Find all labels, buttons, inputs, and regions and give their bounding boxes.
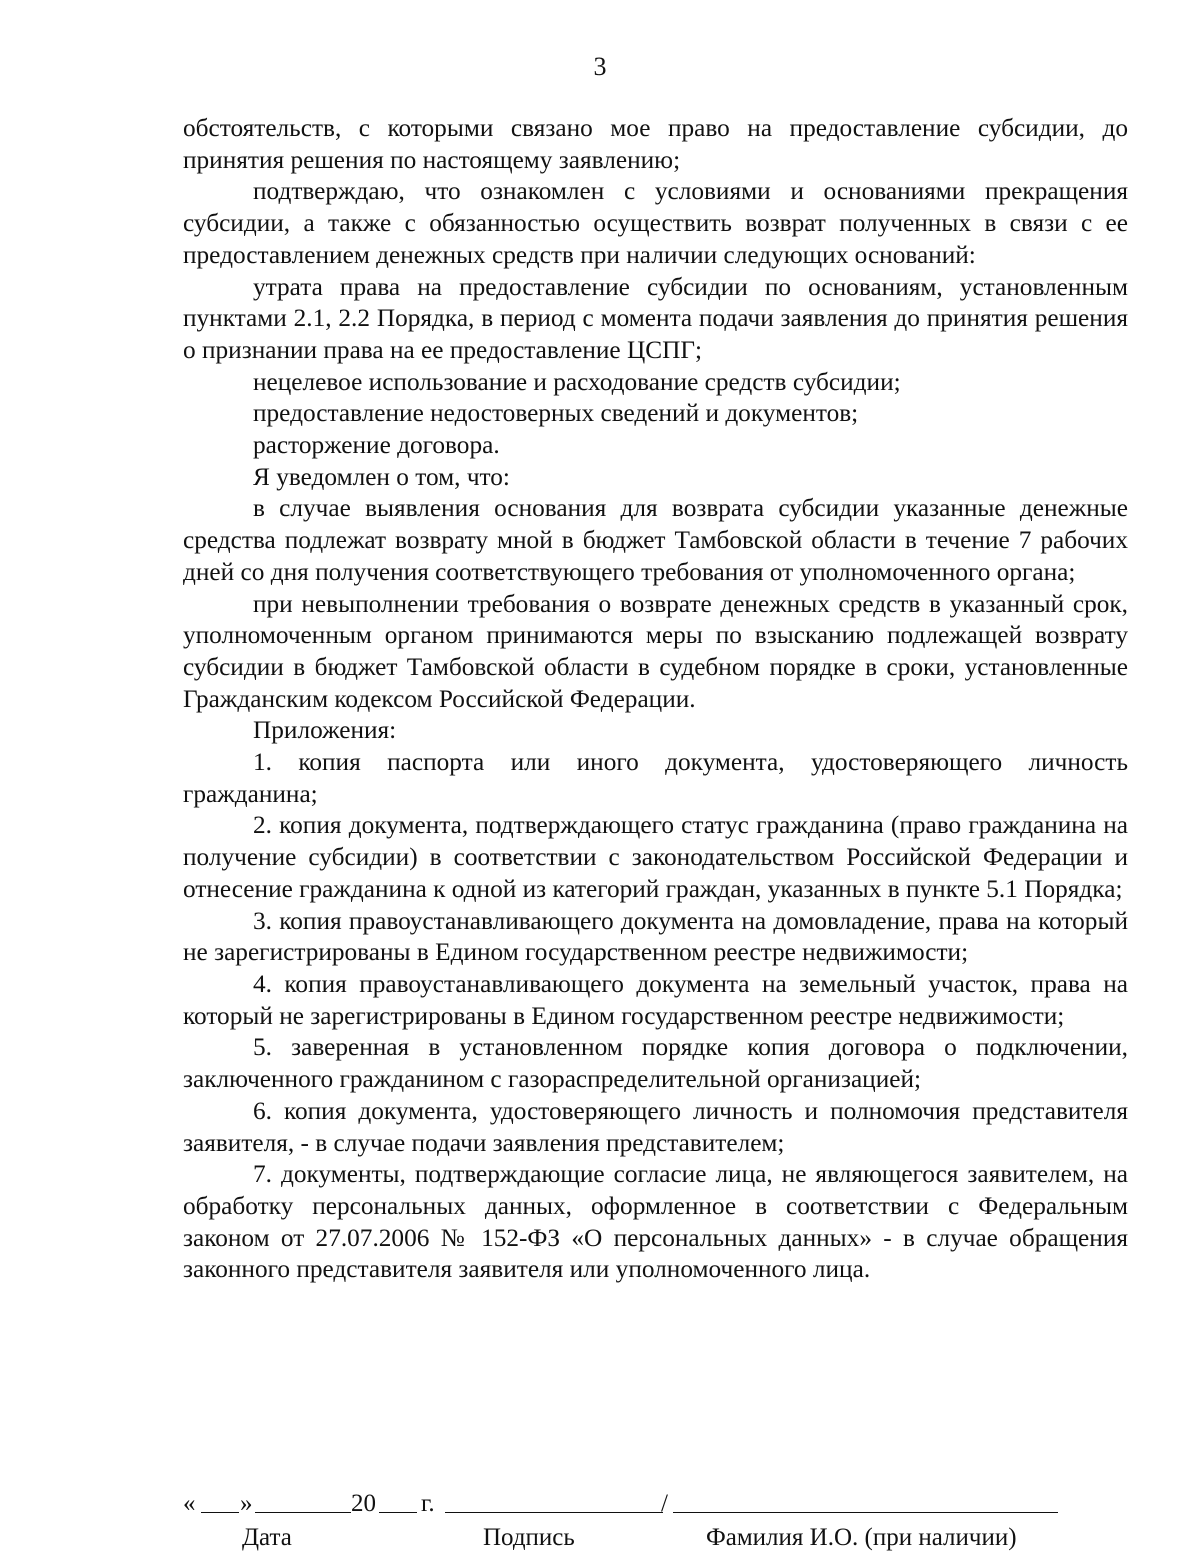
paragraph-5: предоставление недостоверных сведений и документов;: [253, 399, 859, 428]
signature-label: Подпись: [483, 1524, 575, 1551]
year-suffix: г.: [421, 1490, 435, 1517]
attachment-item-7: 7. документы, подтверждающие согласие лица, не являющегося заявителем, на обработку персональных данных, оформленное в соответствии с Федеральным законом от 27.07.2006 № 152-ФЗ «О персональных данных» - в случае обращения законного представителя заявителя или уполномоченного лица.: [183, 1160, 1128, 1284]
document-body: [183, 113, 1128, 1286]
page-number: 3: [593, 52, 607, 81]
signature-blank[interactable]: [445, 1512, 663, 1513]
year-prefix: 20: [351, 1490, 376, 1517]
attachment-item-4: 4. копия правоустанавливающего документа на земельный участок, права на который не зарегистрированы в Едином государственном реестре недвижимости;: [183, 969, 1128, 1030]
attachment-item-6: 6. копия документа, удостоверяющего личность и полномочия представителя заявителя, - в случае подачи заявления представителем;: [183, 1096, 1128, 1157]
paragraph-3: утрата права на предоставление субсидии по основаниям, установленным пунктами 2.1, 2.2 Порядка, в период с момента подачи заявления до принятия решения о признании права на ее предоставление ЦСПГ;: [183, 272, 1128, 364]
signature-labels: [0, 1524, 1200, 1560]
month-blank[interactable]: [255, 1512, 351, 1513]
signature-separator: /: [661, 1490, 668, 1517]
paragraph-2: подтверждаю, что ознакомлен с условиями и основаниями прекращения субсидии, а также с обязанностью осуществить возврат полученных в связи с ее предоставлением денежных средств при наличии следующих оснований:: [183, 177, 1128, 269]
name-label: Фамилия И.О. (при наличии): [706, 1524, 1017, 1551]
attachment-item-1: 1. копия паспорта или иного документа, удостоверяющего личность гражданина;: [183, 748, 1128, 808]
date-open-quote: «: [183, 1490, 196, 1517]
attachment-item-5: 5. заверенная в установленном порядке копия договора о подключении, заключенного гражданином с газораспределительной организацией;: [183, 1033, 1128, 1094]
paragraph-6: расторжение договора.: [253, 431, 500, 460]
attachment-item-3: 3. копия правоустанавливающего документа на домовладение, права на который не зарегистрированы в Едином государственном реестре недвижимости;: [183, 906, 1128, 967]
date-label: Дата: [242, 1524, 292, 1551]
paragraph-8: в случае выявления основания для возврата субсидии указанные денежные средства подлежат возврату мной в бюджет Тамбовской области в течение 7 рабочих дней со дня получения соответствующего требования от уполномоченного органа;: [183, 494, 1128, 586]
year-blank[interactable]: [379, 1512, 417, 1513]
name-blank[interactable]: [673, 1512, 1058, 1513]
day-blank[interactable]: [201, 1512, 239, 1513]
attachments-heading: Приложения:: [253, 716, 397, 745]
date-close-quote: »: [240, 1490, 253, 1517]
paragraph-4: нецелевое использование и расходование средств субсидии;: [253, 367, 901, 396]
paragraph-1: обстоятельств, с которыми связано мое право на предоставление субсидии, до принятия решения по настоящему заявлению;: [183, 114, 1128, 174]
signature-line: [183, 1490, 1128, 1526]
attachment-item-2: 2. копия документа, подтверждающего статус гражданина (право гражданина на получение субсидии) в соответствии с законодательством Российской Федерации и отнесение гражданина к одной из категорий граждан, указанных в пункте 5.1 Порядка;: [183, 811, 1128, 903]
paragraph-9: при невыполнении требования о возврате денежных средств в указанный срок, уполномоченным органом принимаются меры по взысканию подлежащей возврату субсидии в бюджет Тамбовской области в судебном порядке в сроки, установленные Гражданским кодексом Российской Федерации.: [183, 589, 1128, 713]
paragraph-7: Я уведомлен о том, что:: [253, 462, 510, 491]
